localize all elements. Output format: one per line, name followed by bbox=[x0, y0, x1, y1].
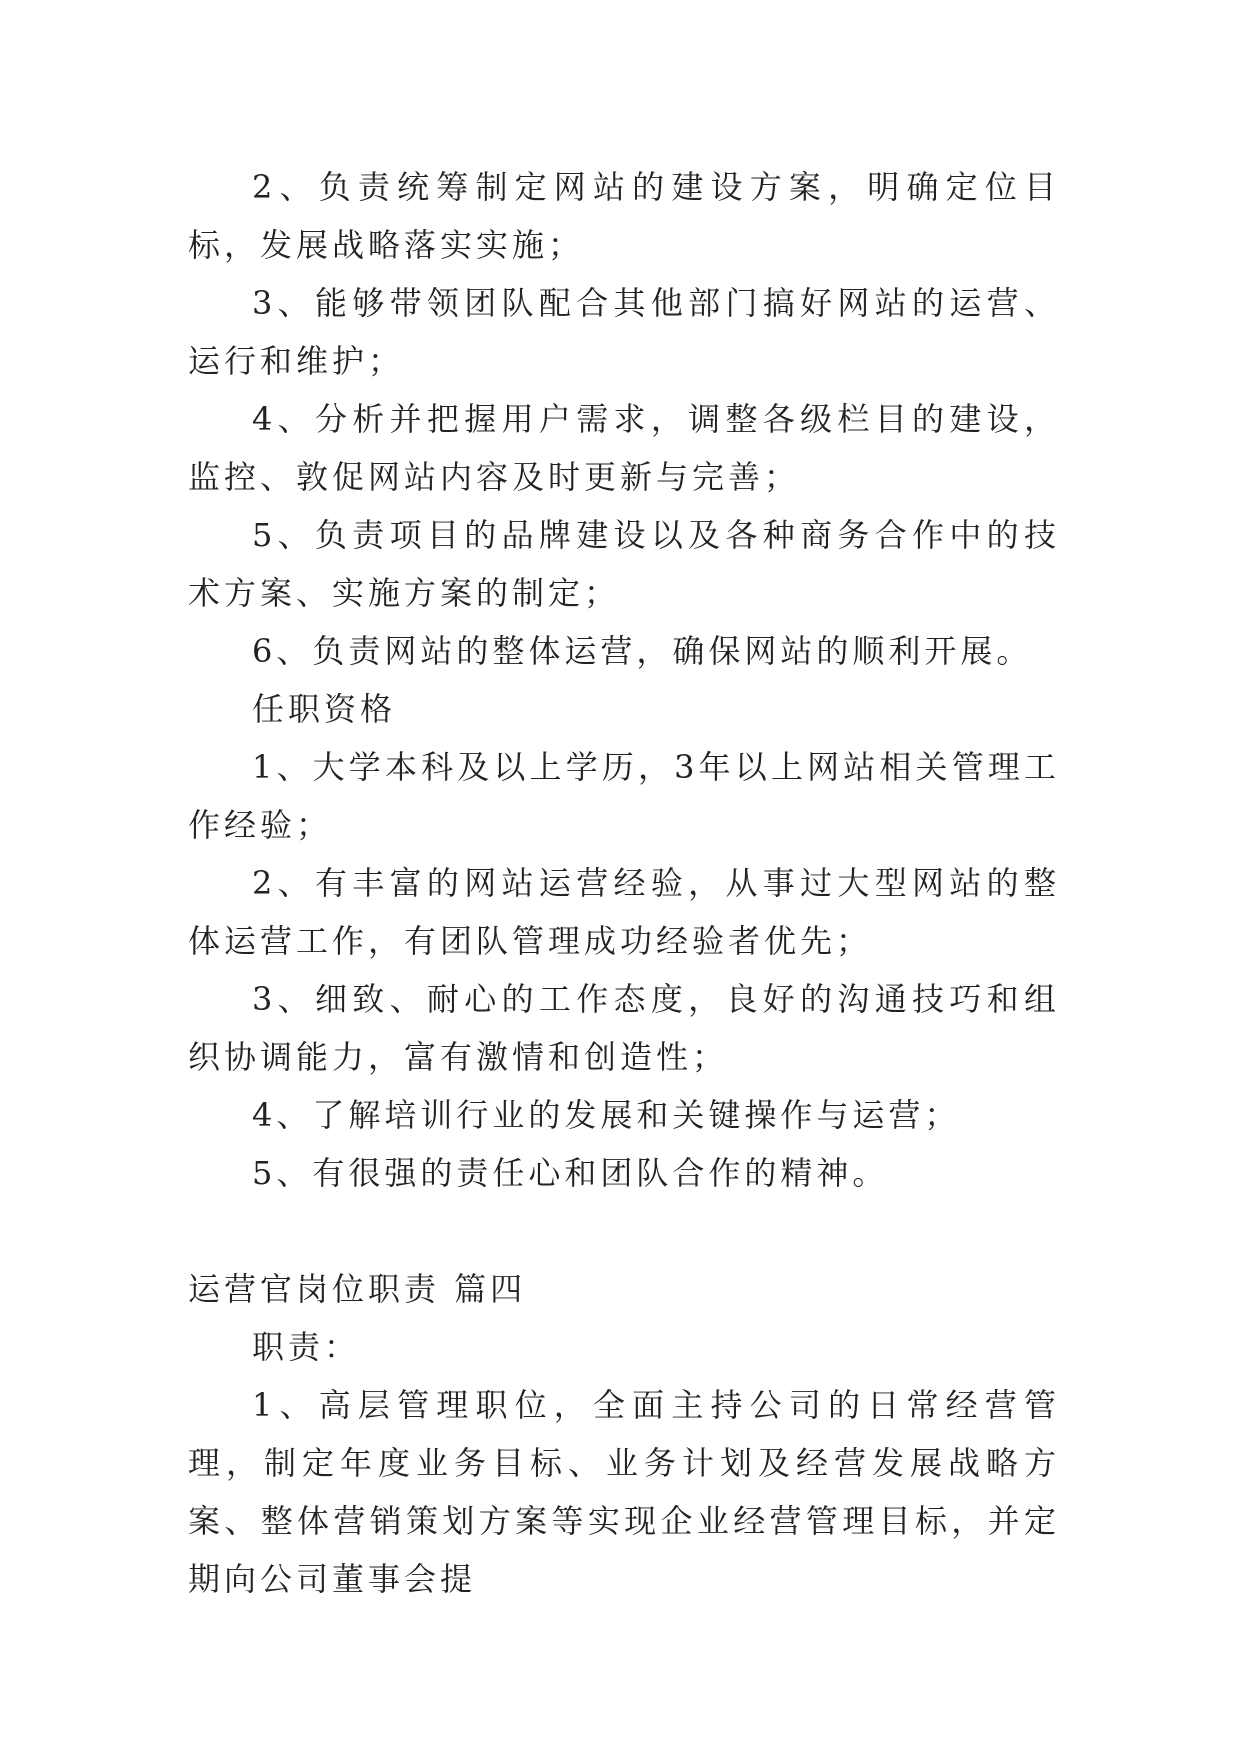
paragraph-duty-2: 2、负责统筹制定网站的建设方案，明确定位目标，发展战略落实实施； bbox=[188, 168, 1060, 264]
qualifications-heading: 任职资格 bbox=[252, 690, 397, 728]
paragraph-qualification-3: 3、细致、耐心的工作态度，良好的沟通技巧和组织协调能力，富有激情和创造性； bbox=[188, 980, 1060, 1076]
paragraph-qualification-2: 2、有丰富的网站运营经验，从事过大型网站的整体运营工作，有团队管理成功经验者优先； bbox=[188, 864, 1060, 960]
paragraph-duty-5: 5、负责项目的品牌建设以及各种商务合作中的技术方案、实施方案的制定； bbox=[188, 516, 1060, 612]
paragraph-qualification-1: 1、大学本科及以上学历，3年以上网站相关管理工作经验； bbox=[188, 748, 1060, 844]
section-spacer bbox=[188, 1202, 1060, 1260]
document-body bbox=[188, 158, 1060, 1608]
paragraph-qualification-4: 4、了解培训行业的发展和关键操作与运营； bbox=[252, 1096, 961, 1134]
paragraph-duty-4: 4、分析并把握用户需求，调整各级栏目的建设，监控、敦促网站内容及时更新与完善； bbox=[188, 400, 1060, 496]
paragraph-section4-duty-1: 1、高层管理职位，全面主持公司的日常经营管理，制定年度业务目标、业务计划及经营发展战略方案、整体营销策划方案等实现企业经营管理目标，并定期向公司董事会提 bbox=[188, 1386, 1060, 1598]
section-heading: 运营官岗位职责 篇四 bbox=[188, 1270, 527, 1308]
paragraph-duty-6: 6、负责网站的整体运营，确保网站的顺利开展。 bbox=[252, 632, 1033, 670]
paragraph-qualification-5: 5、有很强的责任心和团队合作的精神。 bbox=[252, 1154, 889, 1192]
duties-label: 职责： bbox=[252, 1328, 361, 1366]
paragraph-duty-3: 3、能够带领团队配合其他部门搞好网站的运营、运行和维护； bbox=[188, 284, 1060, 380]
